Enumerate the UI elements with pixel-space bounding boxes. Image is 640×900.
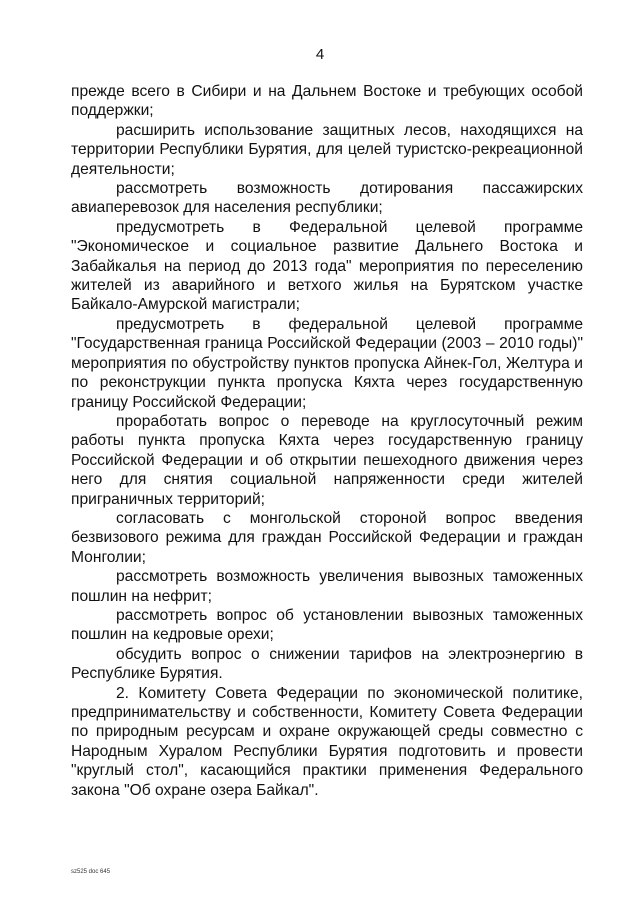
paragraph-border-checkpoints: предусмотреть в федеральной целевой программе "Государственная граница Российской Федерации (2003 – 2010 годы)" мероприятия по обустройству пунктов пропуска Айнек-Гол, Желтура и по реконструкции пункта пропуска Кяхта через государственную границу Российской Федерации;: [71, 315, 583, 411]
paragraph-kyakhta-checkpoint: проработать вопрос о переводе на круглосуточный режим работы пункта пропуска Кяхта через государственную границу Российской Федерации и об открытии пешеходного движения через него для снятия социальной напряженности среди жителей приграничных территорий;: [71, 412, 583, 508]
paragraph-nephrite-duties: рассмотреть возможность увеличения вывозных таможенных пошлин на нефрит;: [71, 568, 583, 605]
paragraph-pine-nut-duties: рассмотреть вопрос об установлении вывозных таможенных пошлин на кедровые орехи;: [71, 606, 583, 644]
paragraph-air-transport-subsidy: рассмотреть возможность дотирования пассажирских авиаперевозок для населения республики;: [71, 180, 583, 217]
paragraph-electricity-tariffs: обсудить вопрос о снижении тарифов на электроэнергию в Республике Бурятия.: [71, 645, 583, 683]
page-number: 4: [315, 46, 325, 63]
paragraph-continuation: прежде всего в Сибири и на Дальнем Востоке и требующих особой поддержки;: [71, 83, 583, 120]
document-body: [71, 82, 583, 800]
paragraph-resettlement-program: предусмотреть в Федеральной целевой программе "Экономическое и социальное развитие Дальнего Востока и Забайкалья на период до 2013 года" мероприятия по переселению жителей из аварийного и ветхого жилья на Бурятском участке Байкало-Амурской магистрали;: [71, 218, 583, 314]
paragraph-protective-forests: расширить использование защитных лесов, находящихся на территории Республики Бурятия, для целей туристско-рекреационной деятельности;: [71, 121, 583, 178]
paragraph-visa-free-regime: согласовать с монгольской стороной вопрос введения безвизового режима для граждан Российской Федерации и граждан Монголии;: [71, 509, 583, 566]
footer-file-reference: sz525 doc 645: [71, 869, 111, 875]
paragraph-committee-round-table: 2. Комитету Совета Федерации по экономической политике, предпринимательству и собственности, Комитету Совета Федерации по природным ресурсам и охране окружающей среды совместно с Народным Хуралом Республики Бурятия подготовить и провести "круглый стол", касающийся практики применения Федерального закона "Об охране озера Байкал".: [71, 684, 583, 799]
